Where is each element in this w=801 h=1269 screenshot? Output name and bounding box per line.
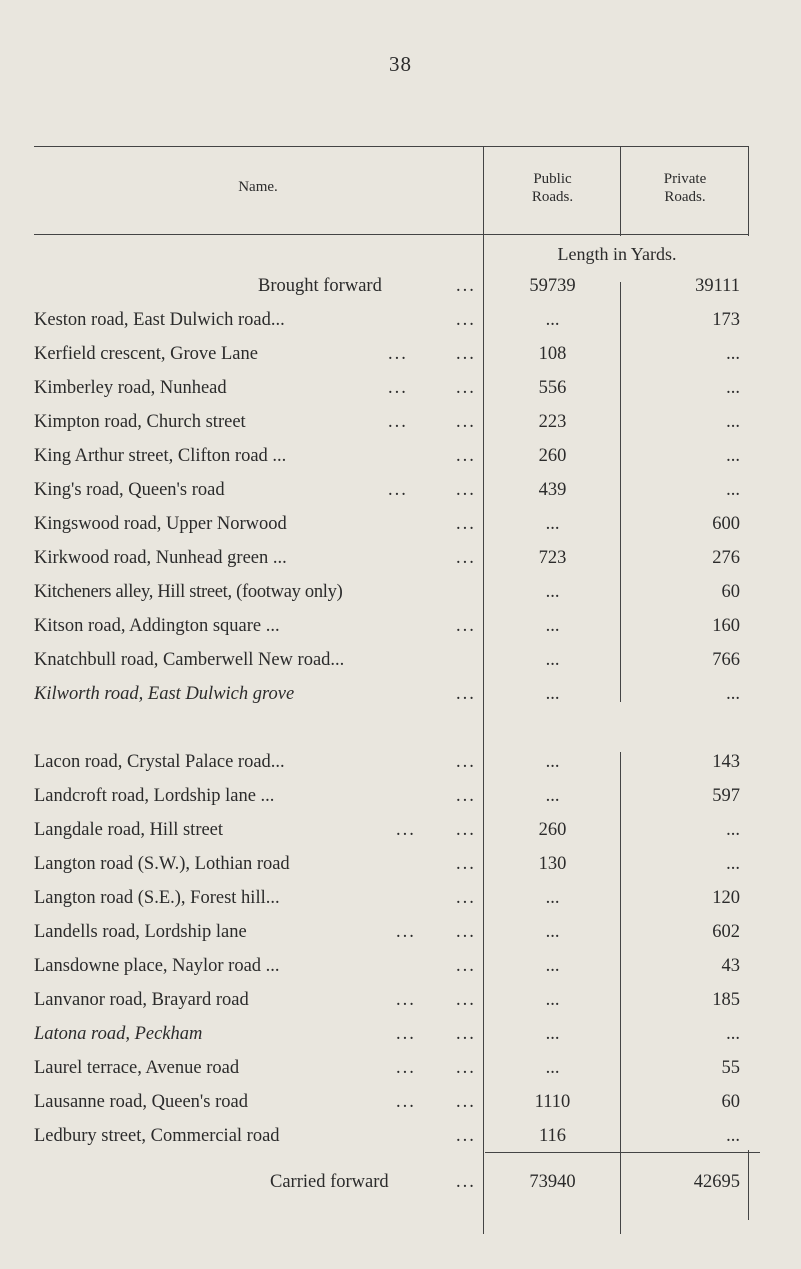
row-leader: ... [456,786,476,806]
row-private: 173 [712,310,740,330]
header-private-line2: Roads. [664,189,706,205]
row-public: ... [545,786,560,806]
header-divider-1 [483,146,484,236]
row-public: ... [545,956,560,976]
row-name: Langton road (S.W.), Lothian road [34,854,290,874]
row-leader: ... [456,344,476,364]
row-name: Kitcheners alley, Hill street, (footway only) [34,582,343,602]
row-name: Lausanne road, Queen's road [34,1092,248,1112]
table-row [0,684,801,718]
row-public: 1110 [534,1092,571,1112]
table-row [0,616,801,650]
row-leader: ... [456,820,476,840]
row-leader: ... [388,480,408,500]
header-public-line1: Public [533,171,572,187]
row-leader: ... [456,752,476,772]
row-leader: ... [456,684,476,704]
row-private: ... [726,1126,740,1146]
row-leader: ... [388,344,408,364]
table-row [0,786,801,820]
row-public: ... [545,752,560,772]
table-row [0,446,801,480]
row-public: ... [545,310,560,330]
row-public: 556 [538,378,567,398]
row-private: 160 [712,616,740,636]
row-private: 55 [721,1058,740,1078]
row-leader: ... [456,956,476,976]
row-public: ... [545,650,560,670]
row-private: 602 [712,922,740,942]
table-row [0,514,801,548]
row-name: Keston road, East Dulwich road... [34,310,285,330]
row-leader: ... [388,412,408,432]
row-leader: ... [456,1092,476,1112]
row-name: King Arthur street, Clifton road ... [34,446,287,466]
row-leader: ... [388,378,408,398]
header-public [485,170,620,206]
row-name: Kimberley road, Nunhead [34,378,227,398]
table-row [0,956,801,990]
row-leader: ... [456,616,476,636]
row-name: Langdale road, Hill street [34,820,224,840]
row-public: ... [545,582,560,602]
row-private: ... [726,854,740,874]
table-row [0,752,801,786]
row-public: 73940 [529,1172,576,1192]
table-row [0,412,801,446]
header-private [622,170,748,206]
row-private: 43 [721,956,740,976]
row-public: 260 [538,820,567,840]
row-leader: ... [456,854,476,874]
row-name: Laurel terrace, Avenue road [34,1058,240,1078]
row-leader: ... [396,1024,416,1044]
row-leader: ... [396,820,416,840]
row-name: Kirkwood road, Nunhead green ... [34,548,287,568]
row-name: Brought forward [258,276,382,296]
table-row [0,990,801,1024]
table-row [0,378,801,412]
row-private: 39111 [695,276,740,296]
row-private: ... [726,480,740,500]
row-leader: ... [396,922,416,942]
row-name: Kingswood road, Upper Norwood [34,514,287,534]
header-bottom-rule [34,234,749,235]
row-private: ... [726,378,740,398]
row-name: Lanvanor road, Brayard road [34,990,249,1010]
row-leader: ... [396,1058,416,1078]
row-private: 597 [712,786,740,806]
row-leader: ... [456,888,476,908]
row-private: 120 [712,888,740,908]
table-row [0,650,801,684]
header-divider-3 [748,146,749,236]
table-row-carried-forward [0,1172,801,1206]
row-name: Kimpton road, Church street [34,412,246,432]
row-private: 185 [712,990,740,1010]
table-row [0,922,801,956]
row-name: Kilworth road, East Dulwich grove [34,684,295,704]
row-leader: ... [396,990,416,1010]
table-row [0,888,801,922]
row-public: ... [545,616,560,636]
row-private: 143 [712,752,740,772]
header-public-line2: Roads. [531,189,574,205]
row-public: ... [545,888,560,908]
table-row [0,582,801,616]
row-leader: ... [456,412,476,432]
row-name: Kerfield crescent, Grove Lane [34,344,258,364]
row-name: Carried forward [270,1172,389,1192]
table-row [0,310,801,344]
row-leader: ... [456,446,476,466]
row-leader: ... [456,1024,476,1044]
row-public: 260 [538,446,567,466]
row-leader: ... [456,990,476,1010]
units-label: Length in Yards. [557,244,677,264]
row-name: Lansdowne place, Naylor road ... [34,956,280,976]
row-leader: ... [456,922,476,942]
row-public: 59739 [529,276,576,296]
page-number: 38 [389,52,412,76]
row-name: Langton road (S.E.), Forest hill... [34,888,280,908]
row-public: 130 [538,854,567,874]
row-name: Landcroft road, Lordship lane ... [34,786,275,806]
row-private: 60 [721,1092,740,1112]
row-public: ... [545,990,560,1010]
table-row [0,276,801,310]
row-private: 600 [712,514,740,534]
table-row [0,1092,801,1126]
table-row [0,820,801,854]
row-private: ... [726,1024,740,1044]
row-private: ... [726,446,740,466]
row-public: ... [545,922,560,942]
row-leader: ... [456,548,476,568]
table-row [0,1126,801,1160]
row-name: Knatchbull road, Camberwell New road... [34,650,345,670]
header-name: Name. [238,179,278,195]
row-leader: ... [396,1092,416,1112]
row-leader: ... [456,514,476,534]
row-name: Kitson road, Addington square ... [34,616,280,636]
row-leader: ... [456,310,476,330]
header-top-rule [34,146,749,147]
row-private: ... [726,344,740,364]
table-row [0,548,801,582]
row-public: ... [545,684,560,704]
row-leader: ... [456,480,476,500]
row-private: ... [726,820,740,840]
table-row [0,344,801,378]
row-private: ... [726,684,740,704]
header-divider-2 [620,146,621,236]
row-public: 723 [538,548,567,568]
row-public: ... [545,514,560,534]
row-leader: ... [456,1126,476,1146]
row-name: Ledbury street, Commercial road [34,1126,280,1146]
row-leader: ... [456,276,476,296]
table-row [0,480,801,514]
row-name: Landells road, Lordship lane [34,922,247,942]
row-public: 439 [538,480,567,500]
row-name: Latona road, Peckham [34,1024,203,1044]
table-row [0,854,801,888]
row-leader: ... [456,1058,476,1078]
table-row [0,1058,801,1092]
row-leader: ... [456,378,476,398]
table-row [0,1024,801,1058]
row-public: 223 [538,412,567,432]
row-private: ... [726,412,740,432]
row-private: 276 [712,548,740,568]
row-public: ... [545,1024,560,1044]
row-public: 108 [538,344,567,364]
row-name: King's road, Queen's road [34,480,225,500]
row-private: 60 [721,582,740,602]
header-private-line1: Private [663,171,707,187]
row-private: 42695 [693,1172,740,1192]
row-name: Lacon road, Crystal Palace road... [34,752,285,772]
row-private: 766 [712,650,740,670]
row-leader: ... [456,1172,476,1192]
row-public: 116 [538,1126,567,1146]
row-public: ... [545,1058,560,1078]
